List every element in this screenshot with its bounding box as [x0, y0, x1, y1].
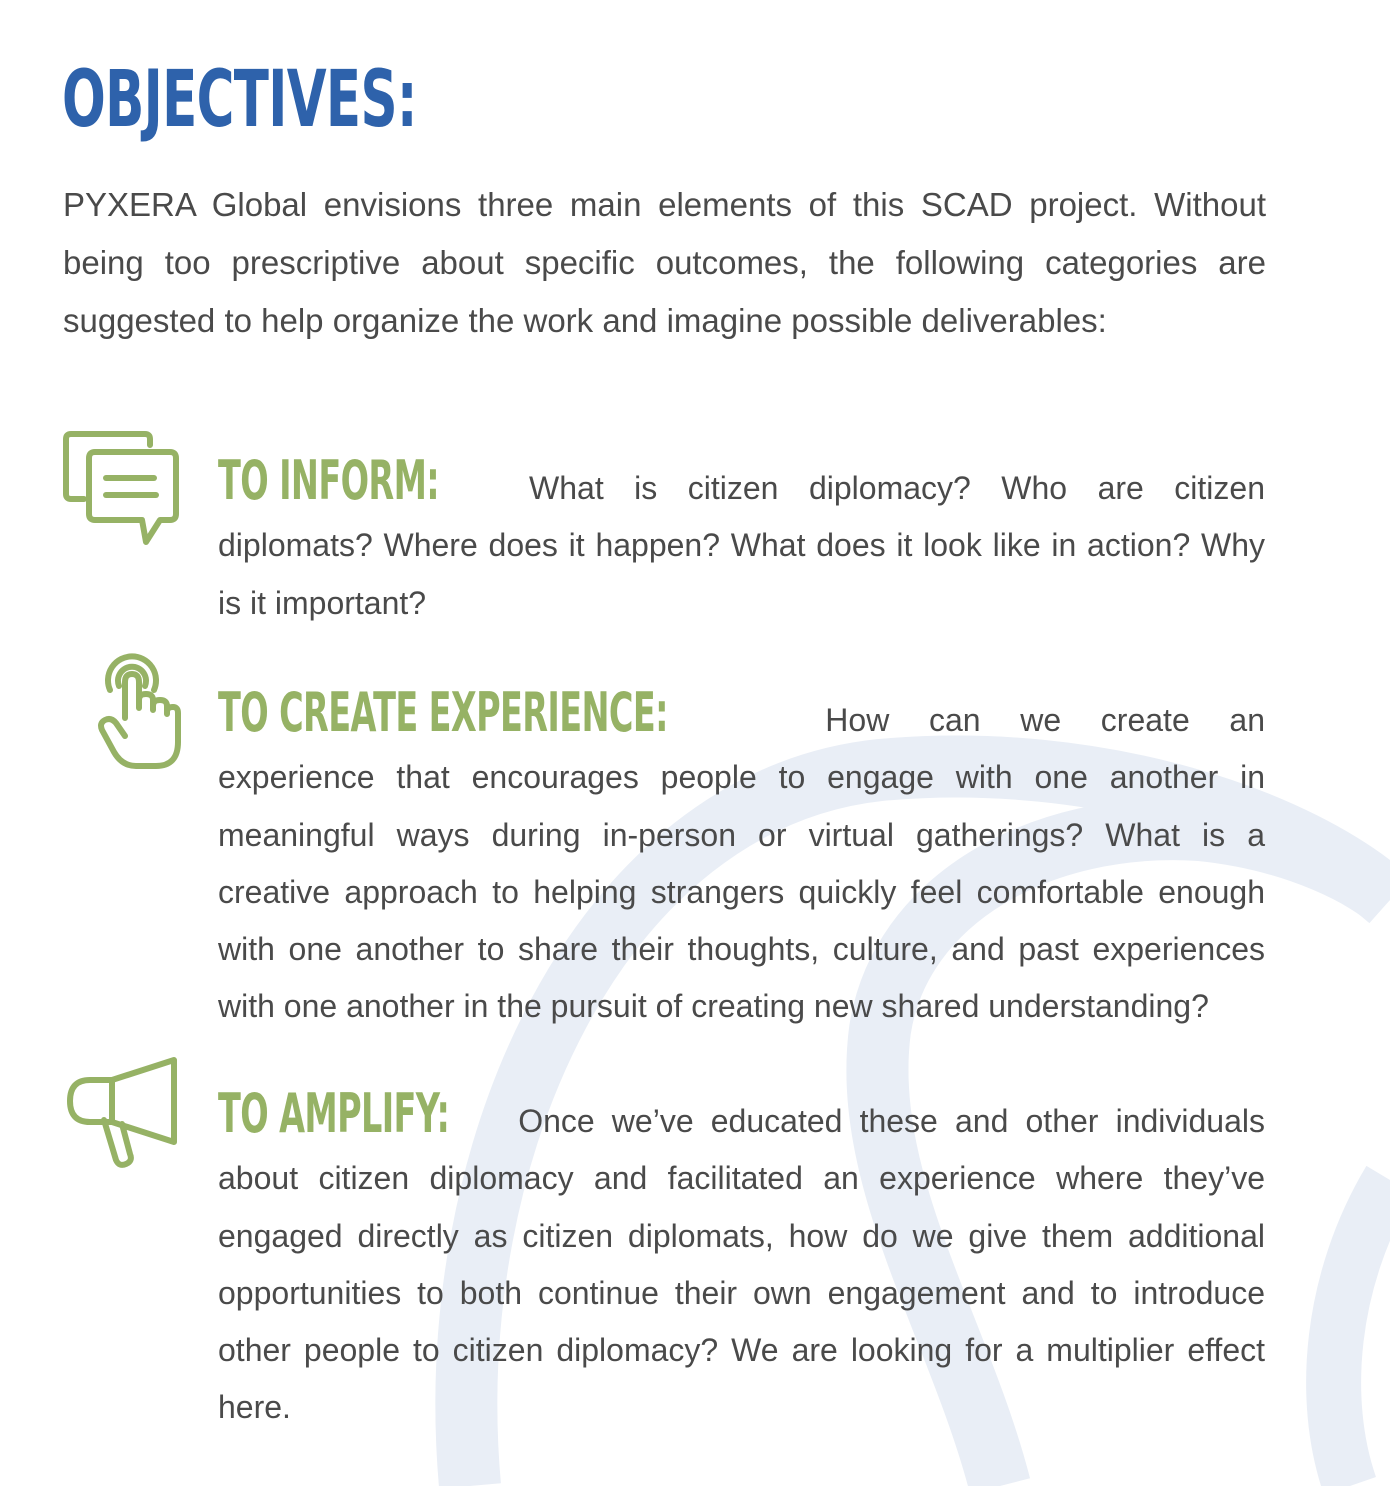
intro-paragraph: PYXERA Global envisions three main elements of this SCAD project. Without being too prescriptive about specific outcomes, the following categories are suggested to help organize the work and imagine possible deliverables:	[63, 186, 1266, 339]
objective-amplify-text	[218, 1082, 1266, 1437]
tap-hand-icon	[96, 648, 182, 774]
megaphone-icon	[64, 1056, 182, 1172]
objective-inform-heading: TO INFORM:	[218, 449, 440, 512]
objective-inform-body: What is citizen diplomacy? Who are citizen diplomats? Where does it happen? What does it look like in action? Why is it important?	[218, 470, 1266, 621]
objective-create-experience-text	[218, 681, 1266, 1036]
objective-inform-text	[218, 449, 1266, 632]
objective-amplify-body: Once we’ve educated these and other individuals about citizen diplomacy and facilitated an experience where they’ve engaged directly as citizen diplomats, how do we give them additional opportunities to both continue their own engagement and to introduce other people to citizen diplomacy? We are looking for a multiplier effect here.	[218, 1103, 1266, 1426]
speech-bubbles-icon	[62, 430, 182, 552]
objective-create-experience-body: How can we create an experience that encourages people to engage with one another in meaningful ways during in-person or virtual gatherings? What is a creative approach to helping strangers quickly feel comfortable enough with one another to share their thoughts, culture, and past experiences with one another in the pursuit of creating new shared understanding?	[218, 702, 1266, 1025]
objective-amplify-heading: TO AMPLIFY:	[218, 1082, 450, 1145]
page-title: OBJECTIVES:	[62, 55, 417, 145]
objective-create-experience-heading: TO CREATE EXPERIENCE:	[218, 681, 668, 744]
